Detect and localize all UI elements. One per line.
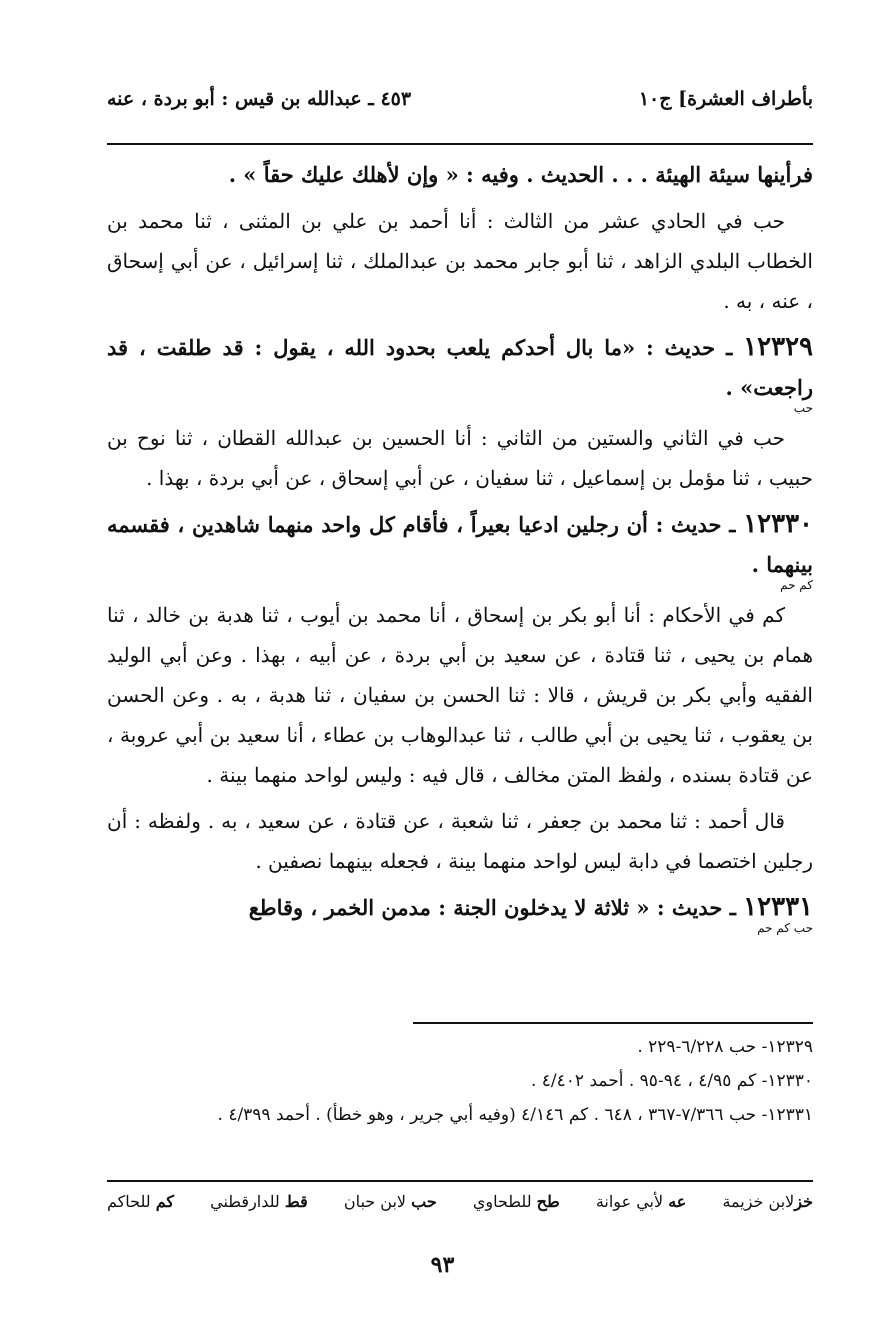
abbreviation-item xyxy=(473,1192,560,1211)
footnotes xyxy=(107,1030,813,1132)
isnad-paragraph: حب في الثاني والستين من الثاني : أنا الحسين بن عبدالله القطان ، ثنا نوح بن حبيب ، ثنا مؤمل بن إسماعيل ، ثنا سفيان ، عن أبي إسحاق ، عن أبي بردة ، بهذا . xyxy=(107,426,813,490)
abbreviation-name: لأبي عوانة xyxy=(595,1192,664,1211)
hadith-entry xyxy=(107,887,813,934)
isnad-paragraph: كم في الأحكام : أنا أبو بكر بن إسحاق ، أنا محمد بن أيوب ، ثنا هدبة بن خالد ، ثنا همام بن يحيى ، ثنا قتادة ، عن سعيد بن أبي بردة ، عن أبيه ، بهذا . وعن أبي الوليد الفقيه وأبي بكر بن قريش ، قالا : ثنا الحسن بن سفيان ، ثنا هدبة ، به . وعن الحسن بن يعقوب ، ثنا يحيى بن أبي طالب ، ثنا عبدالوهاب بن عطاء ، أنا سعيد بن أبي عروبة ، عن قتادة بسنده ، ولفظ المتن مخالف ، قال فيه : وليس لواحد منهما بينة . xyxy=(107,603,813,787)
header-rule xyxy=(107,143,813,145)
page-number: ٩٣ xyxy=(430,1252,455,1278)
abbreviation-key xyxy=(107,1192,813,1211)
footnote: ١٢٣٣١- حب ٧/٣٦٦-٣٦٧ ، ٦٤٨ . كم ٤/١٤٦ (وفيه أبي جرير ، وهو خطأ) . أحمد ٤/٣٩٩ . xyxy=(217,1105,813,1125)
abbreviation-item xyxy=(722,1192,813,1211)
isnad-paragraph: حب في الحادي عشر من الثالث : أنا أحمد بن علي بن المثنى ، ثنا محمد بن الخطاب البلدي الزاهد ، ثنا أبو جابر محمد بن عبدالملك ، ثنا إسرائيل ، عن أبي إسحاق ، عنه ، به . xyxy=(107,209,813,313)
abbreviation-code: طح xyxy=(536,1192,560,1211)
hadith-sigla: كم حم xyxy=(780,578,813,592)
abbreviation-code: حب xyxy=(411,1192,437,1211)
abbreviation-code: عه xyxy=(668,1192,687,1211)
isnad-paragraph: قال أحمد : ثنا محمد بن جعفر ، ثنا شعبة ، عن قتادة ، عن سعيد ، به . ولفظه : أن رجلين اختصما في دابة ليس لواحد منهما بينة ، فجعله بينهما نصفين . xyxy=(107,809,813,873)
main-text xyxy=(107,155,813,938)
hadith-number: ١٢٣٢٩ xyxy=(743,332,814,362)
abbreviation-code: كم xyxy=(155,1192,175,1211)
abbreviation-item xyxy=(344,1192,437,1211)
hadith-sigla: حب xyxy=(793,401,813,415)
abbreviation-name: لابن خزيمة xyxy=(722,1192,795,1211)
running-header-book: بأطراف العشرة] ج١٠ xyxy=(638,88,813,110)
hadith-entry xyxy=(107,327,813,414)
footnote-rule xyxy=(413,1022,813,1024)
abbreviation-rule xyxy=(107,1180,813,1182)
hadith-number: ١٢٣٣٠ xyxy=(743,509,814,539)
abbreviation-item xyxy=(210,1192,308,1211)
continuation-text: فرأينها سيئة الهيئة . . . الحديث . وفيه : « وإن لأهلك عليك حقاً » . xyxy=(228,162,813,187)
hadith-number: ١٢٣٣١ xyxy=(743,892,813,922)
abbreviation-name: للدارقطني xyxy=(210,1192,280,1211)
running-header-chapter: ٤٥٣ ـ عبدالله بن قيس : أبو بردة ، عنه xyxy=(107,88,412,110)
abbreviation-item xyxy=(596,1192,687,1211)
abbreviation-name: لابن حبان xyxy=(343,1192,407,1211)
abbreviation-code: قط xyxy=(284,1192,308,1211)
hadith-text: ـ حديث : أن رجلين ادعيا بعيراً ، فأقام كل واحد منهما شاهدين ، فقسمه بينهما . xyxy=(107,512,813,577)
hadith-sigla: حب كم حم xyxy=(757,921,813,935)
abbreviation-item xyxy=(107,1192,174,1211)
hadith-text: ـ حديث : « ثلاثة لا يدخلون الجنة : مدمن الخمر ، وقاطع xyxy=(248,895,736,920)
abbreviation-code: خز xyxy=(794,1192,813,1211)
footnote: ١٢٣٣٠- كم ٤/٩٥ ، ٩٤-٩٥ . أحمد ٤/٤٠٢ . xyxy=(530,1071,813,1091)
hadith-text: ـ حديث : «ما بال أحدكم يلعب بحدود الله ، يقول : قد طلقت ، قد راجعت» . xyxy=(107,335,813,400)
hadith-entry xyxy=(107,504,813,591)
abbreviation-name: للحاكم xyxy=(107,1192,151,1211)
footnote: ١٢٣٢٩- حب ٦/٢٢٨-٢٢٩ . xyxy=(637,1037,813,1057)
abbreviation-name: للطحاوي xyxy=(472,1192,532,1211)
